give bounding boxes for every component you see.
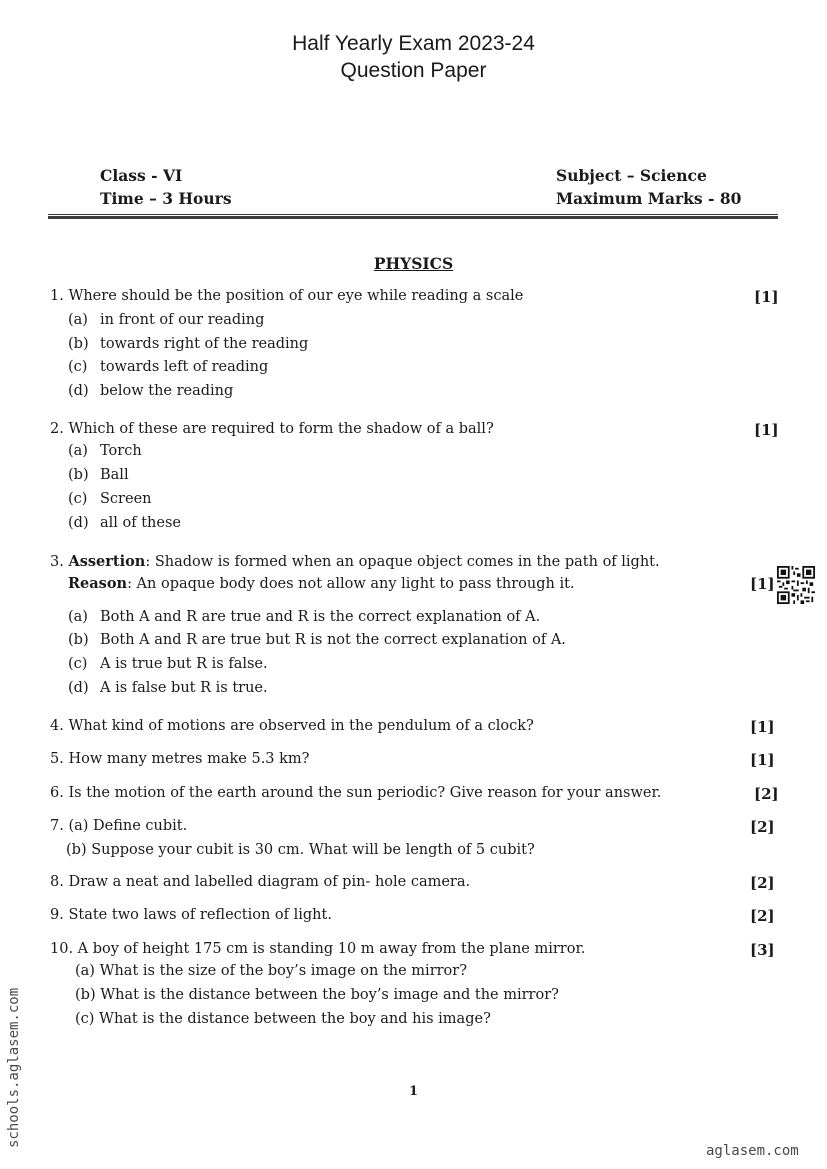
question-7b: (b) Suppose your cubit is 30 cm. What will be length of 5 cubit?	[66, 842, 535, 858]
question-9: 9. State two laws of reflection of light.	[50, 907, 332, 923]
q1-option-d-label: (d)	[68, 383, 89, 399]
question-1: 1. Where should be the position of our eye while reading a scale	[50, 288, 524, 304]
question-10-marks: [3]	[750, 941, 775, 959]
question-3-assertion	[50, 553, 660, 570]
q3-option-b-label: (b)	[68, 632, 89, 648]
section-title: PHYSICS	[373, 254, 454, 273]
q3-option-b: Both A and R are true but R is not the correct explanation of A.	[100, 632, 566, 648]
header-divider-thin	[48, 214, 778, 215]
q1-option-a: in front of our reading	[100, 312, 265, 328]
question-10a: (a) What is the size of the boy’s image on the mirror?	[75, 963, 467, 979]
q3-option-d-label: (d)	[68, 680, 89, 696]
question-9-marks: [2]	[750, 907, 775, 925]
max-marks-label: Maximum Marks - 80	[556, 189, 742, 208]
question-10b: (b) What is the distance between the boy’s image and the mirror?	[75, 987, 559, 1003]
reason-text: : An opaque body does not allow any light to pass through it.	[127, 576, 575, 592]
question-3-reason	[68, 575, 575, 592]
q3-option-c: A is true but R is false.	[100, 656, 268, 672]
q2-option-d-label: (d)	[68, 515, 89, 531]
reason-label: Reason	[68, 575, 128, 592]
q2-option-c: Screen	[100, 491, 152, 507]
question-2-marks: [1]	[754, 421, 779, 439]
side-watermark: schools.aglasem.com	[6, 987, 22, 1148]
class-label: Class - VI	[100, 166, 183, 185]
question-7-marks: [2]	[750, 818, 775, 836]
q1-option-a-label: (a)	[68, 312, 88, 328]
q2-option-a: Torch	[100, 443, 142, 459]
question-6-marks: [2]	[754, 785, 779, 803]
question-6: 6. Is the motion of the earth around the sun periodic? Give reason for your answer.	[50, 785, 662, 801]
subject-label: Subject – Science	[556, 166, 707, 185]
question-4: 4. What kind of motions are observed in the pendulum of a clock?	[50, 718, 534, 734]
time-label: Time – 3 Hours	[100, 189, 232, 208]
q3-option-a: Both A and R are true and R is the correct explanation of A.	[100, 609, 541, 625]
q1-option-d: below the reading	[100, 383, 234, 399]
assertion-label: Assertion	[68, 553, 146, 570]
q2-option-c-label: (c)	[68, 491, 88, 507]
q3-option-c-label: (c)	[68, 656, 88, 672]
question-2: 2. Which of these are required to form the shadow of a ball?	[50, 421, 494, 437]
question-4-marks: [1]	[750, 718, 775, 736]
q2-option-b: Ball	[100, 467, 129, 483]
question-3-number: 3.	[50, 554, 64, 570]
q2-option-d: all of these	[100, 515, 182, 531]
exam-title: Half Yearly Exam 2023-24	[292, 32, 535, 55]
footer-watermark: aglasem.com	[706, 1143, 799, 1159]
exam-subtitle: Question Paper	[340, 59, 487, 82]
question-7: 7. (a) Define cubit.	[50, 818, 188, 834]
q3-option-d: A is false but R is true.	[100, 680, 268, 696]
question-10c: (c) What is the distance between the boy and his image?	[75, 1011, 491, 1027]
q2-option-b-label: (b)	[68, 467, 89, 483]
question-8: 8. Draw a neat and labelled diagram of pin- hole camera.	[50, 874, 471, 890]
q3-option-a-label: (a)	[68, 609, 88, 625]
question-5: 5. How many metres make 5.3 km?	[50, 751, 310, 767]
q1-option-c: towards left of reading	[100, 359, 269, 375]
header-divider-thick	[48, 216, 778, 219]
question-8-marks: [2]	[750, 874, 775, 892]
qr-code-icon	[777, 566, 815, 604]
question-3-marks: [1]	[750, 575, 775, 593]
question-1-marks: [1]	[754, 288, 779, 306]
q1-option-b: towards right of the reading	[100, 336, 309, 352]
question-10: 10. A boy of height 175 cm is standing 10 m away from the plane mirror.	[50, 941, 586, 957]
q1-option-b-label: (b)	[68, 336, 89, 352]
q2-option-a-label: (a)	[68, 443, 88, 459]
page-number: 1	[408, 1084, 419, 1099]
question-5-marks: [1]	[750, 751, 775, 769]
assertion-text: : Shadow is formed when an opaque object comes in the path of light.	[145, 554, 660, 570]
q1-option-c-label: (c)	[68, 359, 88, 375]
